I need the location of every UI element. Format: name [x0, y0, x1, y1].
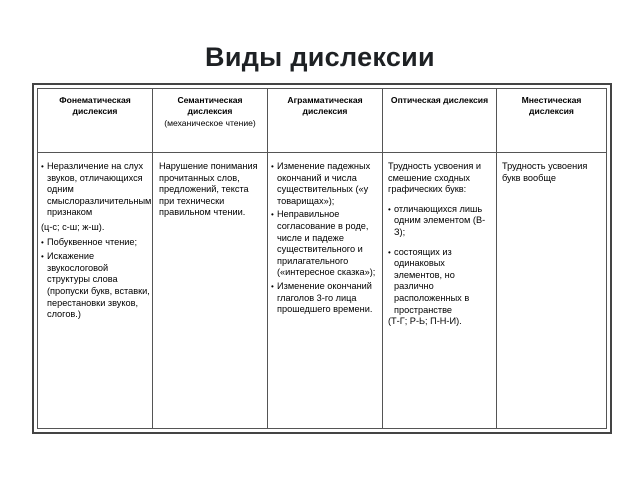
phonematic-note: (ц-с; с-ш; ж-ш). [41, 221, 105, 232]
cell-phonematic [41, 161, 150, 321]
header-agrammatic: Аграмматическая дислексия [287, 95, 363, 116]
header-semantic-subtitle: (механическое чтение) [164, 118, 256, 128]
optical-note: (Т-Г; Р-Ь; П-Н-И). [388, 316, 462, 327]
header-optical: Оптическая дислексия [390, 95, 489, 105]
optical-intro: Трудность усвоения и смешение сходных графических букв: [388, 161, 482, 195]
list-item: • Неразличение на слух звуков, отличающихся одним смыслоразличительным признаком [41, 161, 150, 219]
list-item: • состоящих из одинаковых элементов, но различно расположенных в пространстве [388, 247, 494, 317]
table-grid [37, 88, 607, 429]
list-item: • Искажение звукослоговой структуры слова (пропуски букв, вставки, перестановки звуков, слогов.) [41, 251, 150, 321]
list-item: • Неправильное согласование в роде, числе и падеже существительного и прилагательного («интересное сказка»); [271, 209, 380, 279]
list-item: • отличающихся лишь одним элементом (В-З); [388, 204, 494, 239]
cell-semantic: Нарушение понимания прочитанных слов, предложений, текста при технически правильном чтении. [159, 161, 258, 218]
column-semantic [153, 89, 268, 428]
list-item: • Побуквенное чтение; [41, 237, 150, 249]
header-phonematic: Фонематическая дислексия [59, 95, 131, 116]
column-mnestic [497, 89, 606, 428]
header-mnestic: Мнестическая дислексия [521, 95, 582, 116]
slide-title: Виды дислексии [205, 42, 435, 72]
column-phonematic [38, 89, 153, 428]
dyslexia-table [32, 83, 612, 434]
cell-mnestic: Трудность усвоения букв вообще [502, 161, 588, 183]
header-semantic-title: Семантическая дислексия [177, 95, 243, 116]
header-semantic [157, 95, 263, 129]
list-item: • Изменение падежных окончаний и числа существительных («у товарищах»); [271, 161, 380, 207]
column-agrammatic [268, 89, 383, 428]
cell-agrammatic [271, 161, 380, 316]
column-optical [383, 89, 497, 428]
cell-optical [388, 161, 494, 328]
list-item: • Изменение окончаний глаголов 3-го лица прошедшего времени. [271, 281, 380, 316]
